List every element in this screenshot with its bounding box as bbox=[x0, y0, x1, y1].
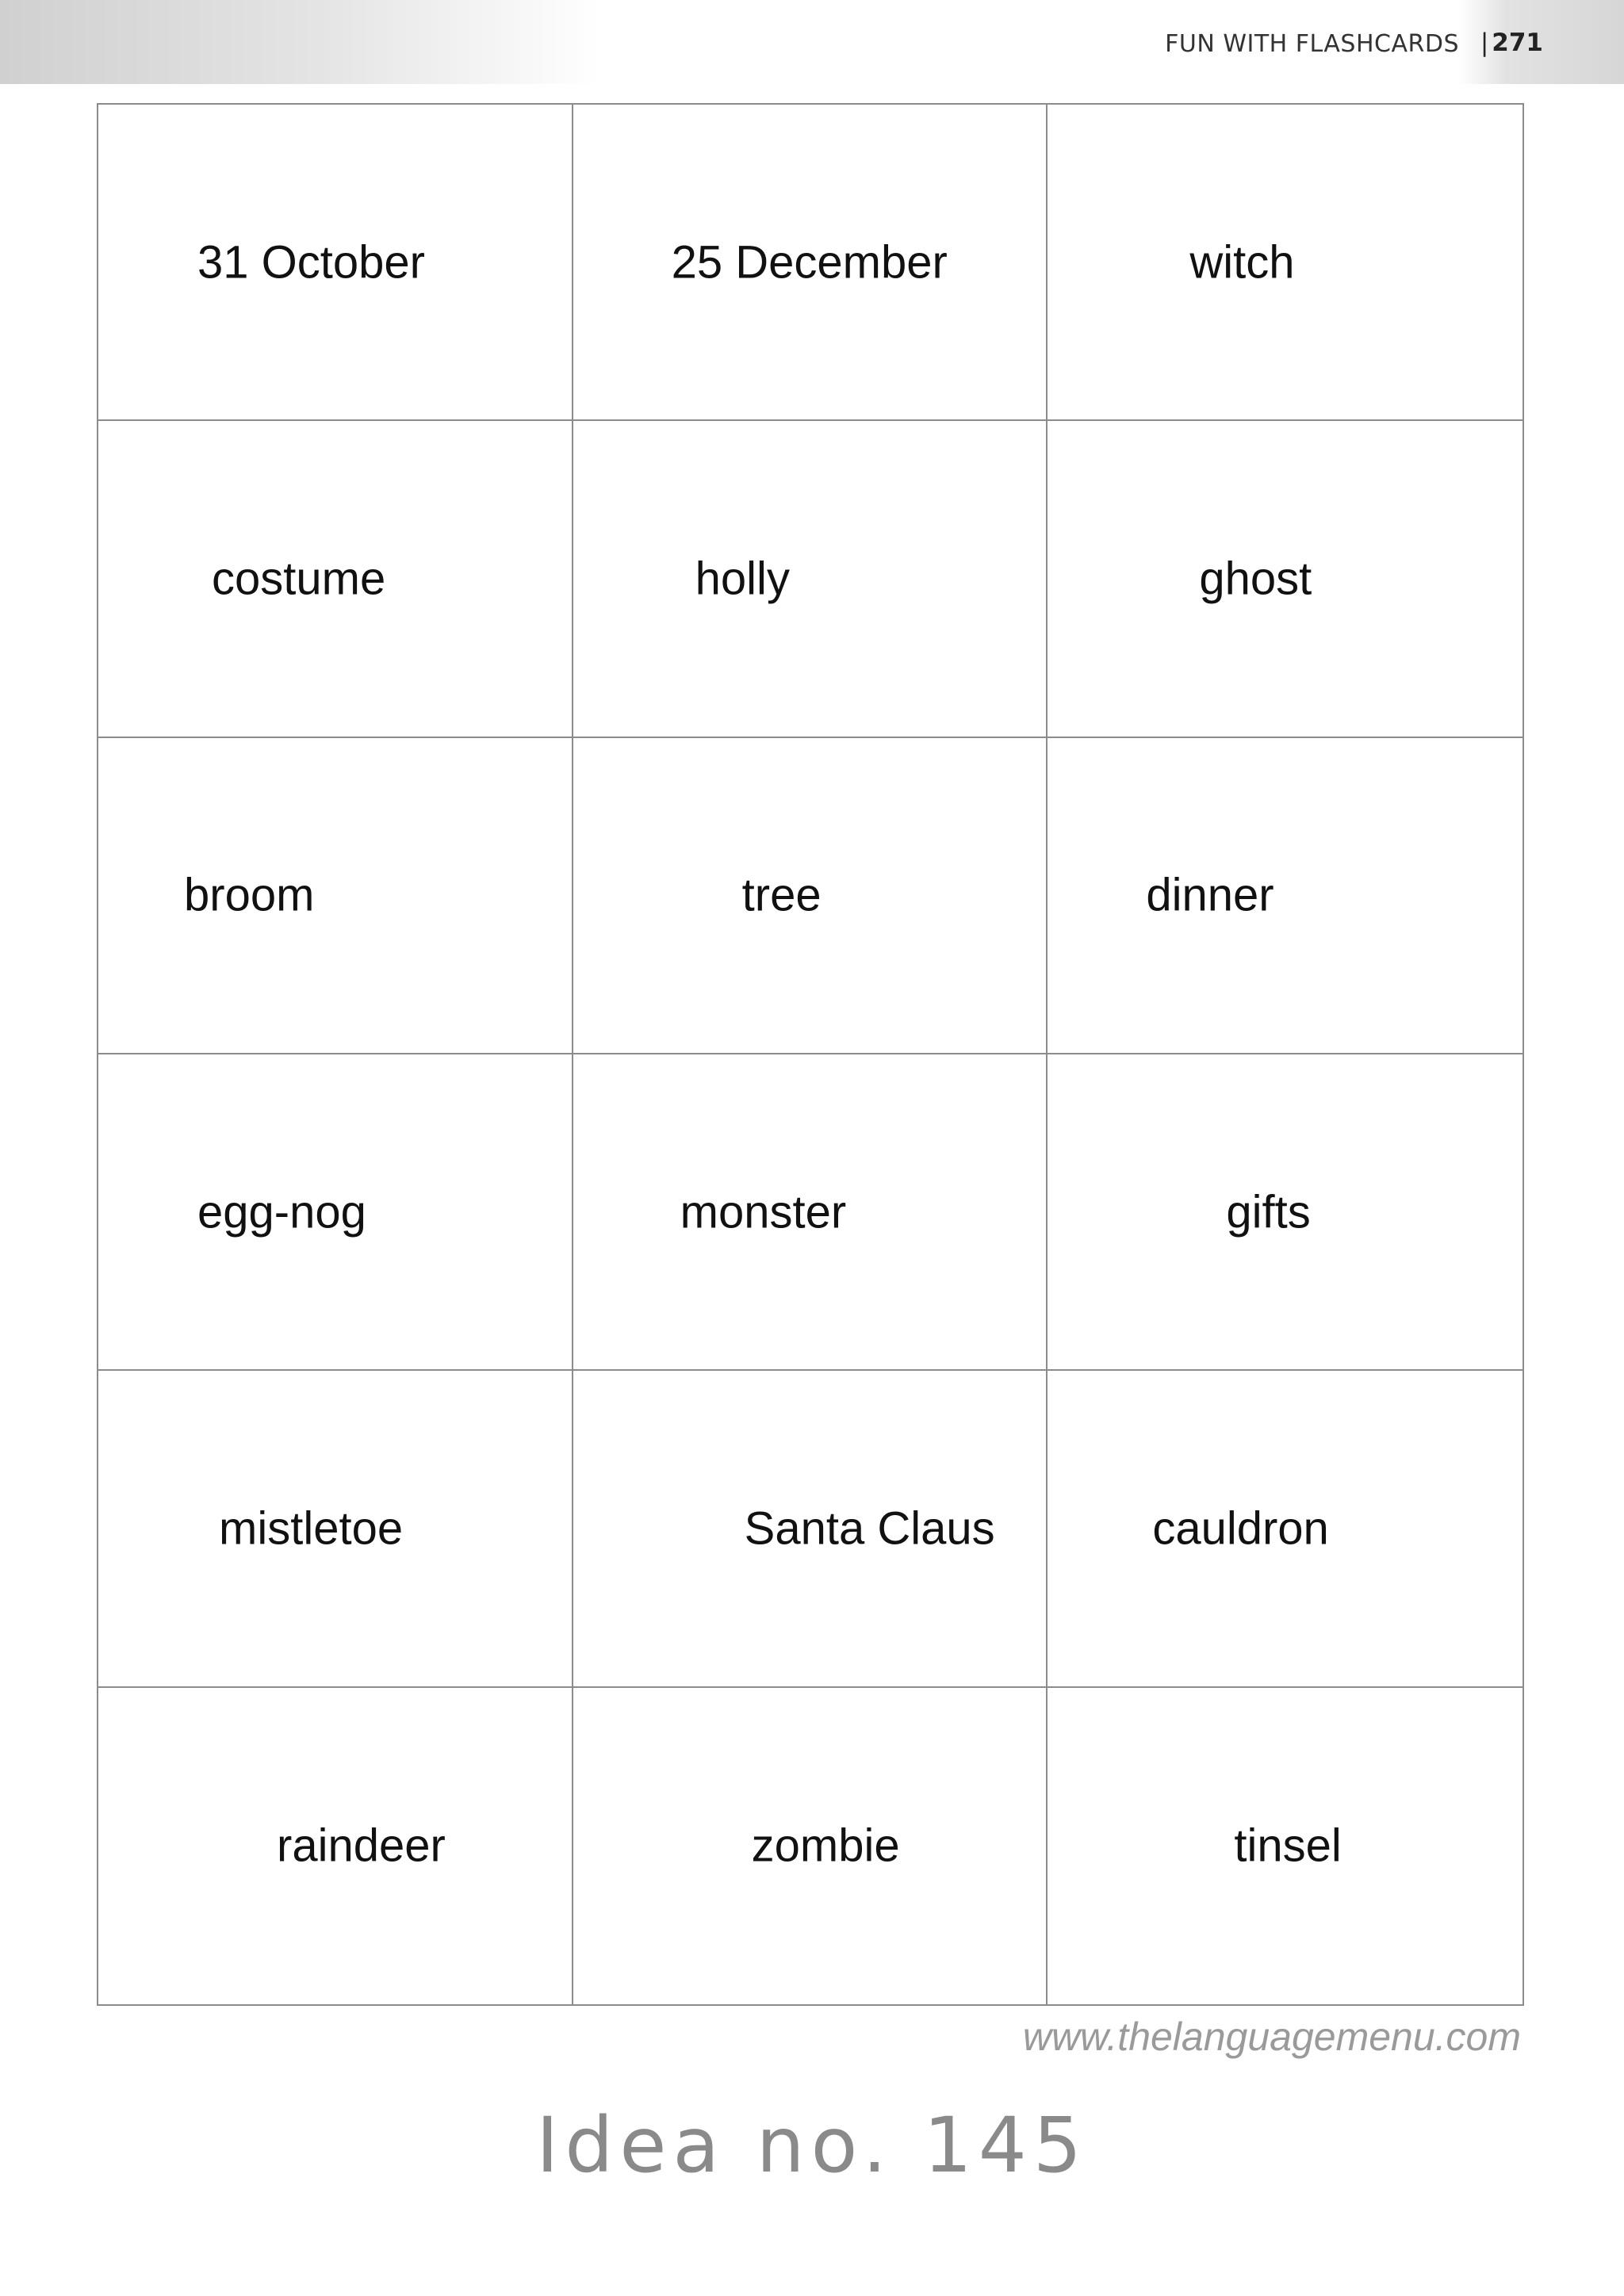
flashcard-word: tinsel bbox=[1234, 1820, 1342, 1872]
flashcard bbox=[98, 105, 573, 421]
flashcard bbox=[573, 1688, 1048, 2004]
flashcard-word: ghost bbox=[1199, 553, 1312, 605]
flashcard bbox=[573, 1054, 1048, 1371]
flashcard-word: Santa Claus bbox=[744, 1502, 995, 1555]
flashcard bbox=[1048, 1054, 1522, 1371]
flashcard bbox=[98, 738, 573, 1054]
flashcard-grid bbox=[97, 103, 1524, 2006]
flashcard bbox=[98, 421, 573, 737]
flashcard bbox=[1048, 1371, 1522, 1687]
flashcard bbox=[573, 105, 1048, 421]
flashcard bbox=[1048, 421, 1522, 737]
flashcard-word: dinner bbox=[1146, 869, 1274, 921]
website-url: www.thelanguagemenu.com bbox=[1022, 2015, 1521, 2059]
page-number-value: 271 bbox=[1492, 29, 1543, 57]
flashcard bbox=[573, 1371, 1048, 1687]
flashcard bbox=[573, 421, 1048, 737]
flashcard-word: gifts bbox=[1226, 1186, 1311, 1238]
flashcard-word: broom bbox=[184, 869, 315, 921]
page-number bbox=[1480, 29, 1543, 57]
flashcard bbox=[98, 1688, 573, 2004]
flashcard-word: monster bbox=[680, 1186, 847, 1238]
flashcard bbox=[98, 1054, 573, 1371]
page-number-separator: | bbox=[1480, 29, 1489, 57]
flashcard-word: raindeer bbox=[277, 1820, 446, 1872]
idea-number-label: Idea no. 145 bbox=[536, 2101, 1088, 2190]
flashcard-word: zombie bbox=[751, 1820, 900, 1872]
running-title: FUN WITH FLASHCARDS bbox=[1165, 30, 1459, 58]
flashcard-word: holly bbox=[695, 553, 790, 605]
flashcard bbox=[1048, 1688, 1522, 2004]
flashcard-word: mistletoe bbox=[219, 1502, 404, 1555]
flashcard bbox=[1048, 738, 1522, 1054]
flashcard-word: tree bbox=[741, 869, 822, 921]
flashcard-word: egg-nog bbox=[197, 1186, 366, 1238]
flashcard bbox=[1048, 105, 1522, 421]
flashcard-word: witch bbox=[1189, 236, 1295, 289]
flashcard-word: costume bbox=[212, 553, 386, 605]
flashcard bbox=[98, 1371, 573, 1687]
flashcard bbox=[573, 738, 1048, 1054]
flashcard-word: 31 October bbox=[197, 236, 425, 289]
flashcard-word: 25 December bbox=[671, 236, 948, 289]
flashcard-word: cauldron bbox=[1152, 1502, 1329, 1555]
